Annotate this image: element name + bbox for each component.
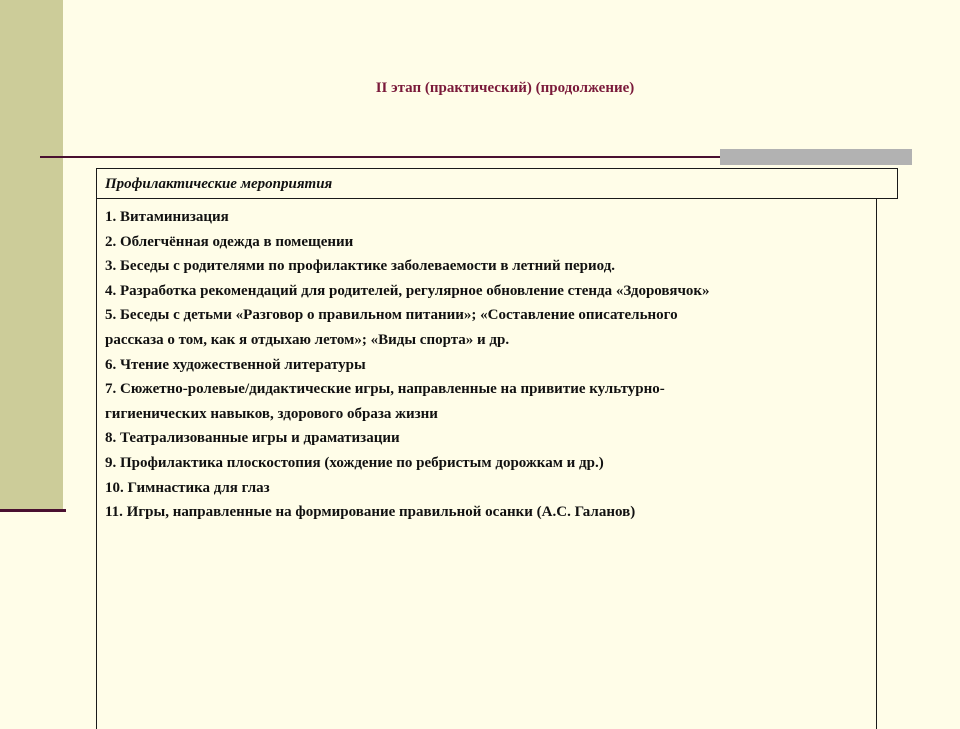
sidebar-band [0, 0, 63, 510]
list-item: 2. Облегчённая одежда в помещении [105, 233, 354, 250]
table-body [96, 199, 877, 729]
list-item: 9. Профилактика плоскостопия (хождение по ребристым дорожкам и др.) [105, 454, 604, 471]
sidebar-rule [0, 509, 66, 512]
decorative-gray-bar [720, 149, 912, 165]
list-item: 5. Беседы с детьми «Разговор о правильном питании»; «Составление описательного [105, 307, 678, 324]
list-item: 7. Сюжетно-ролевые/дидактические игры, направленные на привитие культурно- [105, 381, 665, 398]
list-item: 1. Витаминизация [105, 209, 229, 225]
list-item: 10. Гимнастика для глаз [105, 479, 270, 496]
list-item: 3. Беседы с родителями по профилактике заболеваемости в летний период. [105, 258, 616, 275]
measures-list [105, 205, 876, 525]
list-item: 4. Разработка рекомендаций для родителей, регулярное обновление стенда «Здоровячок» [105, 282, 710, 299]
page-title: II этап (практический) (продолжение) [375, 80, 635, 96]
list-item: 11. Игры, направленные на формирование правильной осанки (А.С. Галанов) [105, 504, 636, 521]
list-item: рассказа о том, как я отдыхаю летом»; «Виды спорта» и др. [105, 331, 510, 348]
list-item: гигиенических навыков, здорового образа жизни [105, 405, 438, 422]
list-item: 6. Чтение художественной литературы [105, 356, 366, 373]
list-item: 8. Театрализованные игры и драматизации [105, 430, 400, 447]
table-header: Профилактические мероприятия [96, 168, 898, 199]
